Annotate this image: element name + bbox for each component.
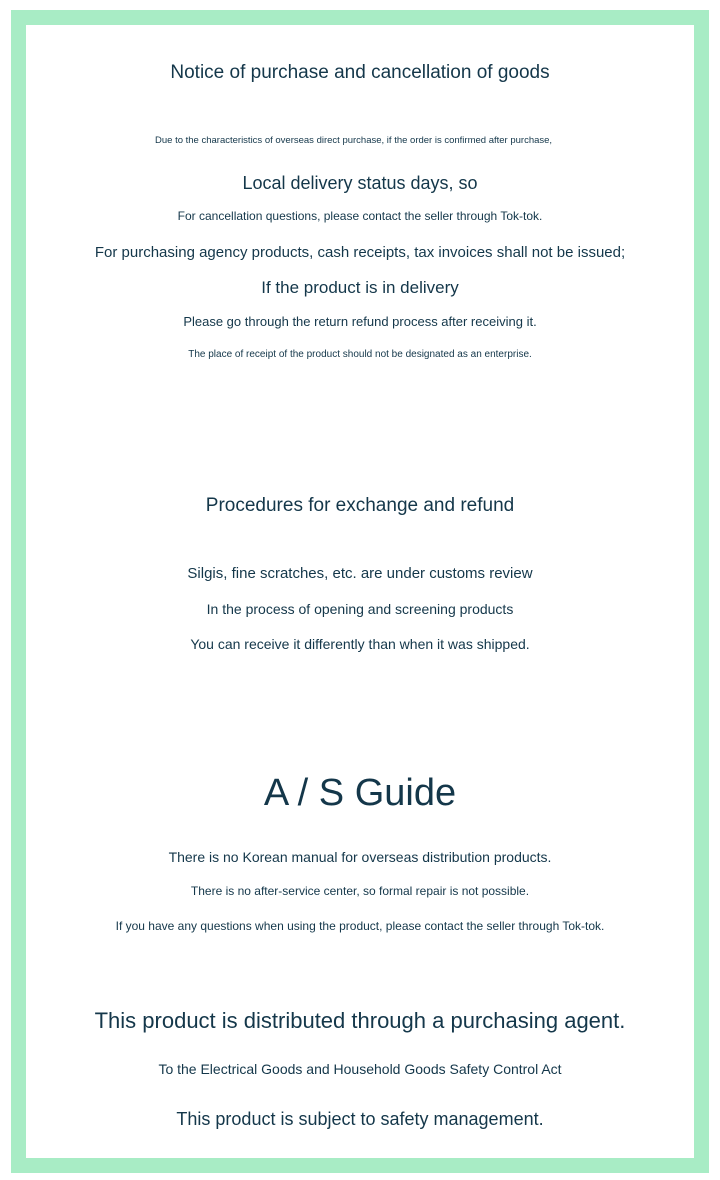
safety-title: This product is distributed through a purchasing agent. [94, 1008, 626, 1033]
notice-title: Notice of purchase and cancellation of goods [170, 62, 550, 83]
notice-line-return-refund: Please go through the return refund process after receiving it. [183, 314, 537, 329]
as-line-service-center: There is no after-service center, so formal repair is not possible. [190, 884, 530, 898]
notice-line-overseas: Due to the characteristics of overseas direct purchase, if the order is confirmed after purchase, [155, 135, 553, 146]
notice-line-receipts: For purchasing agency products, cash receipts, tax invoices shall not be issued; [94, 244, 626, 261]
exchange-line-customs: Silgis, fine scratches, etc. are under customs review [187, 565, 533, 582]
exchange-line-screening: In the process of opening and screening products [206, 601, 514, 617]
content-panel [26, 25, 694, 1158]
as-guide-title: A / S Guide [263, 772, 457, 814]
notice-line-cancellation: For cancellation questions, please contact the seller through Tok-tok. [177, 209, 543, 223]
notice-line-receipt-place: The place of receipt of the product should not be designated as an enterprise. [188, 349, 532, 360]
notice-line-in-delivery: If the product is in delivery [261, 278, 459, 297]
notice-line-delivery-days: Local delivery status days, so [242, 173, 478, 193]
as-line-questions: If you have any questions when using the product, please contact the seller through Tok-tok. [115, 919, 605, 933]
as-line-manual: There is no Korean manual for overseas distribution products. [168, 849, 552, 865]
safety-line-act: To the Electrical Goods and Household Goods Safety Control Act [158, 1061, 562, 1077]
exchange-title: Procedures for exchange and refund [205, 495, 515, 516]
safety-line-management: This product is subject to safety management. [176, 1109, 544, 1129]
exchange-line-different: You can receive it differently than when it was shipped. [190, 636, 530, 652]
